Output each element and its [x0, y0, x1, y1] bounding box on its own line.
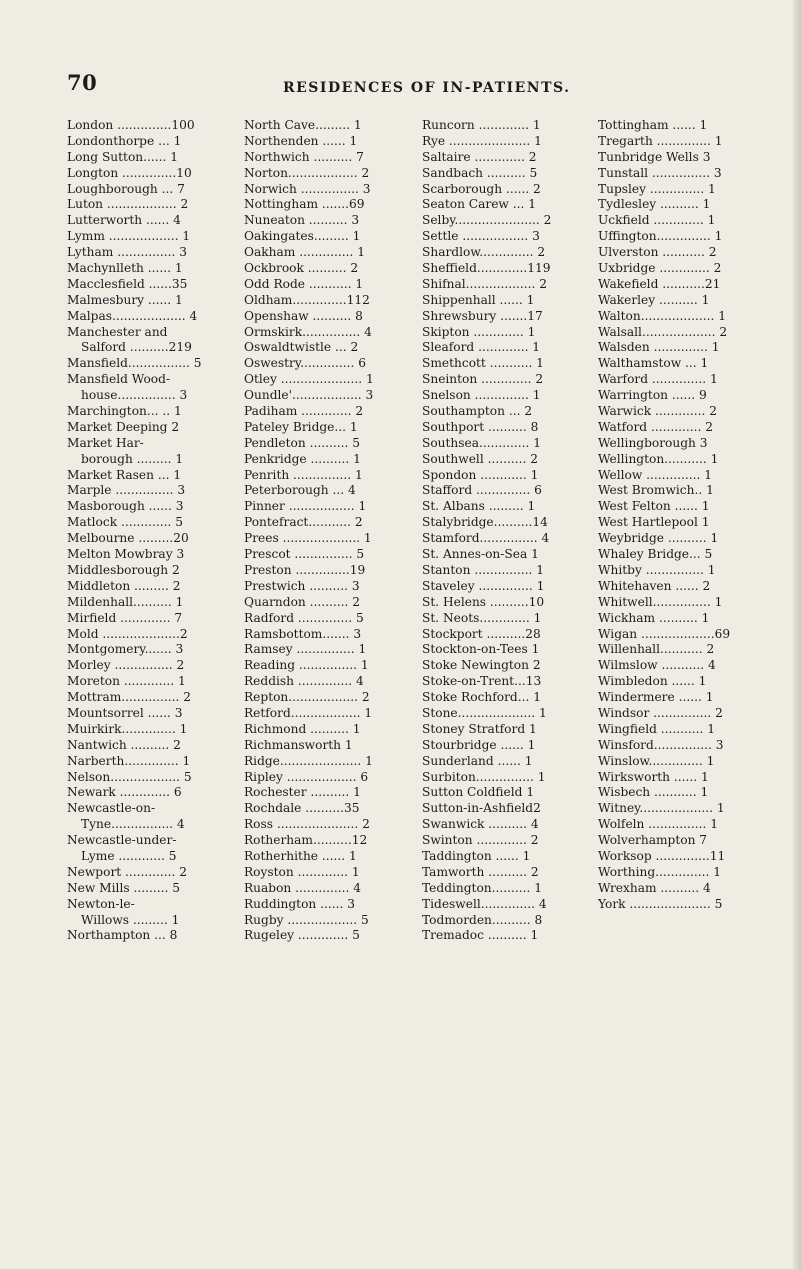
residence-entry: Prescot ............... 5	[244, 547, 365, 562]
residence-entry: Malpas................... 4	[67, 308, 198, 323]
residence-entry: Uffington.............. 1	[598, 229, 723, 244]
residence-entry: Odd Rode ........... 1	[244, 276, 364, 291]
residence-entry: Radford .............. 5	[244, 610, 364, 625]
residence-entry: Quarndon .......... 2	[244, 594, 361, 609]
residence-entry: Tottingham ...... 1	[598, 118, 708, 132]
residence-entry: Nuneaton .......... 3	[244, 213, 360, 228]
residence-entry: Penkridge .......... 1	[244, 451, 361, 466]
residence-entry: West Felton ...... 1	[598, 499, 710, 514]
residence-entry: Rochdale ..........35	[244, 801, 360, 816]
residence-entry: Southwell .......... 2	[422, 451, 538, 466]
column-4	[598, 118, 762, 913]
residence-entry: Wingfield ........... 1	[598, 721, 716, 736]
residence-entry: Shrewsbury .......17	[422, 308, 543, 323]
residence-entry: Sandbach .......... 5	[422, 165, 538, 180]
residence-entry: Masborough ...... 3	[67, 499, 184, 514]
residence-entry: Uckfield ............. 1	[598, 213, 716, 228]
residence-entry: Stoney Stratford 1	[422, 721, 537, 736]
residence-entry: Northampton ... 8	[67, 928, 178, 943]
residence-entry: Norwich ............... 3	[244, 181, 371, 196]
residence-entry: Market Har-	[67, 435, 144, 450]
residence-entry: Pateley Bridge... 1	[244, 419, 358, 434]
residence-entry: Rochester .......... 1	[244, 785, 361, 800]
residence-entry: Ripley .................. 6	[244, 769, 369, 784]
residence-entry: Warrington ...... 9	[598, 388, 707, 403]
residence-entry: Uxbridge ............. 2	[598, 261, 722, 276]
residence-entry: Oswaldtwistle ... 2	[244, 340, 359, 355]
residence-entry: Rotherhithe ...... 1	[244, 848, 357, 863]
residence-entry: Stafford .............. 6	[422, 483, 542, 498]
residence-entry: Southsea............. 1	[422, 435, 542, 450]
residence-entry: Staveley .............. 1	[422, 578, 545, 593]
residence-entry: Wakefield ...........21	[598, 276, 721, 291]
residence-entry: Penrith ............... 1	[244, 467, 363, 482]
residence-entry: Prees .................... 1	[244, 531, 372, 546]
residence-entry: Selby...................... 2	[422, 213, 552, 228]
residence-entry: Montgomery....... 3	[67, 642, 184, 657]
residence-entry: Saltaire ............. 2	[422, 149, 537, 164]
residence-entry: Stourbridge ...... 1	[422, 737, 536, 752]
residence-entry: Runcorn ............. 1	[422, 118, 541, 132]
residence-entry: Rugby .................. 5	[244, 912, 369, 927]
residence-entry: Pendleton .......... 5	[244, 435, 360, 450]
residence-entry: St. Neots............. 1	[422, 610, 542, 625]
residence-entry: Reddish .............. 4	[244, 674, 364, 689]
residence-entry: Mountsorrel ...... 3	[67, 705, 183, 720]
residence-entry: Sneinton ............. 2	[422, 372, 544, 387]
residence-entry: Pinner ................. 1	[244, 499, 367, 514]
residence-entry: Settle ................. 3	[422, 229, 540, 244]
residence-entry: Salford ..........219	[81, 340, 192, 355]
residence-entry: Windermere ...... 1	[598, 690, 714, 705]
residence-entry: Weybridge .......... 1	[598, 531, 719, 546]
residence-entry: Stockport ..........28	[422, 626, 541, 641]
residence-entry: Tremadoc .......... 1	[422, 928, 539, 943]
residence-entry: Narberth.............. 1	[67, 753, 191, 768]
residence-entry: Peterborough ... 4	[244, 483, 356, 498]
residence-entry: Tideswell.............. 4	[422, 896, 547, 911]
residence-entry: Tregarth .............. 1	[598, 133, 723, 148]
residence-entry: Newcastle-under-	[67, 833, 177, 848]
residence-entry: Melton Mowbray 3	[67, 547, 185, 562]
residence-entry: Newark ............. 6	[67, 785, 182, 800]
residence-entry: Wolverhampton 7	[598, 833, 708, 848]
residence-entry: York ..................... 5	[598, 896, 723, 911]
residence-entry: Walsden .............. 1	[598, 340, 720, 355]
residence-entry: Wakerley .......... 1	[598, 292, 710, 307]
residence-entry: Surbiton............... 1	[422, 769, 546, 784]
residence-entry: Stoke Newington 2	[422, 658, 541, 673]
residence-entry: Lyme ............ 5	[81, 848, 177, 863]
residence-entry: Lutterworth ...... 4	[67, 213, 181, 228]
residence-entry: Wellingborough 3	[598, 435, 708, 450]
residence-entry: Padiham ............. 2	[244, 404, 364, 419]
residence-entry: Matlock ............. 5	[67, 515, 183, 530]
residence-entry: Worthing.............. 1	[598, 864, 722, 879]
residence-entry: Whaley Bridge... 5	[598, 547, 713, 562]
residence-entry: Lymm .................. 1	[67, 229, 191, 244]
residence-entry: Mirfield ............. 7	[67, 610, 183, 625]
residence-entry: Reading ............... 1	[244, 658, 369, 673]
residence-entry: Stockton-on-Tees 1	[422, 642, 540, 657]
residence-entry: Wimbledon ...... 1	[598, 674, 707, 689]
residence-entry: Watford ............. 2	[598, 419, 713, 434]
residence-entry: Witney................... 1	[598, 801, 725, 816]
residence-entry: Ross ..................... 2	[244, 817, 370, 832]
residence-entry: Sutton Coldfield 1	[422, 785, 535, 800]
residence-entry: Snelson .............. 1	[422, 388, 541, 403]
residence-entry: Preston ..............19	[244, 562, 366, 577]
residence-entry: Willenhall........... 2	[598, 642, 715, 657]
residence-entry: Wolfeln ............... 1	[598, 817, 719, 832]
residence-entry: house............... 3	[81, 388, 188, 403]
residence-entry: Swinton ............. 2	[422, 833, 539, 848]
residence-entry: Retford.................. 1	[244, 705, 373, 720]
residence-entry: Middleton ......... 2	[67, 578, 181, 593]
residence-entry: Morley ............... 2	[67, 658, 185, 673]
residence-entry: Spondon ............ 1	[422, 467, 539, 482]
residence-entry: Oakham .............. 1	[244, 245, 366, 260]
residence-entry: Whitwell............... 1	[598, 594, 723, 609]
residence-entry: Mottram............... 2	[67, 690, 191, 705]
residence-entry: Richmond .......... 1	[244, 721, 361, 736]
residence-entry: Tunbridge Wells 3	[598, 149, 711, 164]
residence-entry: Wrexham .......... 4	[598, 880, 711, 895]
residence-entry: Tyne................ 4	[81, 817, 185, 832]
residence-entry: Walton................... 1	[598, 308, 726, 323]
residence-entry: Stanton ............... 1	[422, 562, 545, 577]
residence-entry: Prestwich .......... 3	[244, 578, 360, 593]
residence-entry: Wickham .......... 1	[598, 610, 710, 625]
residence-entry: Whitehaven ...... 2	[598, 578, 711, 593]
residence-entry: Taddington ...... 1	[422, 848, 531, 863]
residence-entry: Royston ............. 1	[244, 864, 360, 879]
residence-entry: Ruabon .............. 4	[244, 880, 362, 895]
residence-entry: Swanwick .......... 4	[422, 817, 539, 832]
column-1	[67, 118, 233, 944]
residence-entry: London ..............100	[67, 118, 195, 132]
residence-entry: Ormskirk............... 4	[244, 324, 372, 339]
residence-entry: Stalybridge..........14	[422, 515, 548, 530]
residence-entry: Winslow.............. 1	[598, 753, 715, 768]
residence-entry: Mildenhall.......... 1	[67, 594, 184, 609]
residence-entry: Macclesfield ......35	[67, 276, 188, 291]
residence-entry: Northenden ...... 1	[244, 133, 358, 148]
residence-entry: Oundle'.................. 3	[244, 388, 374, 403]
residence-entry: Luton .................. 2	[67, 197, 189, 212]
residence-entry: Newton-le-	[67, 896, 135, 911]
residence-entry: Tunstall ............... 3	[598, 165, 722, 180]
residence-entry: St. Annes-on-Sea 1	[422, 547, 539, 562]
residence-entry: Nottingham .......69	[244, 197, 365, 212]
residence-entry: Market Rasen ... 1	[67, 467, 182, 482]
residence-entry: Rotherham..........12	[244, 833, 368, 848]
residence-entry: Ulverston ........... 2	[598, 245, 717, 260]
column-2	[244, 118, 410, 944]
residence-entry: Mold ....................2	[67, 626, 188, 641]
residence-entry: Windsor ............... 2	[598, 705, 723, 720]
residence-entry: Melbourne .........20	[67, 531, 189, 546]
residence-entry: Stoke-on-Trent...13	[422, 674, 542, 689]
residence-entry: St. Helens ..........10	[422, 594, 545, 609]
residence-entry: Marple ............... 3	[67, 483, 186, 498]
residence-entry: Wellow .............. 1	[598, 467, 713, 482]
residence-entry: Shippenhall ...... 1	[422, 292, 535, 307]
residence-entry: Mansfield................ 5	[67, 356, 202, 371]
residence-entry: Whitby ............... 1	[598, 562, 716, 577]
residence-entry: Machynlleth ...... 1	[67, 261, 183, 276]
residence-entry: Southport .......... 8	[422, 419, 539, 434]
residence-entry: Ramsbottom....... 3	[244, 626, 362, 641]
column-3	[422, 118, 586, 944]
residence-entry: Wigan ...................69	[598, 626, 731, 641]
residence-entry: Muirkirk.............. 1	[67, 721, 188, 736]
residence-entry: Stone.................... 1	[422, 705, 547, 720]
residence-entry: Smethcott ........... 1	[422, 356, 544, 371]
residence-entry: Seaton Carew ... 1	[422, 197, 536, 212]
residence-entry: New Mills ......... 5	[67, 880, 180, 895]
residence-entry: Middlesborough 2	[67, 562, 180, 577]
residence-entry: Shardlow.............. 2	[422, 245, 546, 260]
residence-entry: Repton.................. 2	[244, 690, 370, 705]
residence-entry: Wilmslow ........... 4	[598, 658, 716, 673]
residence-entry: North Cave......... 1	[244, 118, 362, 132]
residence-entry: Shifnal.................. 2	[422, 276, 547, 291]
residence-entry: Nantwich .......... 2	[67, 737, 181, 752]
residence-entry: Walsall................... 2	[598, 324, 728, 339]
residence-entry: Moreton ............. 1	[67, 674, 186, 689]
residence-entry: West Bromwich.. 1	[598, 483, 714, 498]
residence-entry: Newport ............. 2	[67, 864, 188, 879]
residence-entry: Sutton-in-Ashfield2	[422, 801, 541, 816]
residence-entry: Oswestry.............. 6	[244, 356, 366, 371]
residence-entry: Teddington.......... 1	[422, 880, 542, 895]
residence-entry: Southampton ... 2	[422, 404, 533, 419]
page-edge-shadow	[793, 0, 801, 1269]
residence-entry: Ockbrook .......... 2	[244, 261, 359, 276]
residence-entry: Rye ..................... 1	[422, 133, 542, 148]
residence-entry: Malmesbury ...... 1	[67, 292, 183, 307]
residence-entry: Todmorden.......... 8	[422, 912, 543, 927]
residence-entry: Openshaw .......... 8	[244, 308, 363, 323]
residence-entry: borough ......... 1	[81, 451, 184, 466]
page-number: 70	[67, 70, 98, 95]
residence-entry: Longton ..............10	[67, 165, 192, 180]
running-title: RESIDENCES OF IN-PATIENTS.	[283, 80, 571, 96]
residence-entry: Norton.................. 2	[244, 165, 370, 180]
residence-entry: Marchington... .. 1	[67, 404, 182, 419]
residence-entry: Willows ......... 1	[81, 912, 180, 927]
residence-entry: Ridge..................... 1	[244, 753, 373, 768]
residence-entry: Stoke Rochford... 1	[422, 690, 541, 705]
residence-entry: Ramsey ............... 1	[244, 642, 367, 657]
residence-entry: Londonthorpe ... 1	[67, 133, 182, 148]
residence-entry: Scarborough ...... 2	[422, 181, 541, 196]
residence-entry: Loughborough ... 7	[67, 181, 185, 196]
residence-entry: Oldham..............112	[244, 292, 370, 307]
residence-entry: Rugeley ............. 5	[244, 928, 360, 943]
residence-entry: Lytham ............... 3	[67, 245, 187, 260]
residence-entry: Warwick ............. 2	[598, 404, 717, 419]
residence-entry: Northwich .......... 7	[244, 149, 364, 164]
residence-entry: Tupsley .............. 1	[598, 181, 716, 196]
residence-entry: Nelson.................. 5	[67, 769, 192, 784]
residence-entry: Mansfield Wood-	[67, 372, 171, 387]
residence-entry: Pontefract........... 2	[244, 515, 363, 530]
residence-entry: Skipton ............. 1	[422, 324, 536, 339]
residence-entry: Wirksworth ...... 1	[598, 769, 709, 784]
residence-entry: Newcastle-on-	[67, 801, 156, 816]
residence-entry: Sleaford ............. 1	[422, 340, 541, 355]
residence-entry: West Hartlepool 1	[598, 515, 710, 530]
residence-entry: Ruddington ...... 3	[244, 896, 356, 911]
residence-entry: Manchester and	[67, 324, 168, 339]
residence-entry: Richmansworth 1	[244, 737, 353, 752]
residence-entry: Oakingates......... 1	[244, 229, 361, 244]
residence-entry: Sheffield.............119	[422, 261, 551, 276]
residence-entry: Long Sutton...... 1	[67, 149, 179, 164]
residence-entry: Worksop ..............11	[598, 848, 726, 863]
residence-entry: Tamworth .......... 2	[422, 864, 539, 879]
residence-entry: St. Albans ......... 1	[422, 499, 536, 514]
residence-entry: Stamford............... 4	[422, 531, 550, 546]
residence-entry: Wisbech ........... 1	[598, 785, 709, 800]
residence-entry: Warford .............. 1	[598, 372, 718, 387]
residence-entry: Sunderland ...... 1	[422, 753, 533, 768]
residence-entry: Otley ..................... 1	[244, 372, 374, 387]
residence-entry: Wellington........... 1	[598, 451, 719, 466]
residence-entry: Winsford............... 3	[598, 737, 724, 752]
residence-entry: Market Deeping 2	[67, 419, 180, 434]
residence-entry: Walthamstow ... 1	[598, 356, 709, 371]
residence-entry: Tydlesley .......... 1	[598, 197, 711, 212]
